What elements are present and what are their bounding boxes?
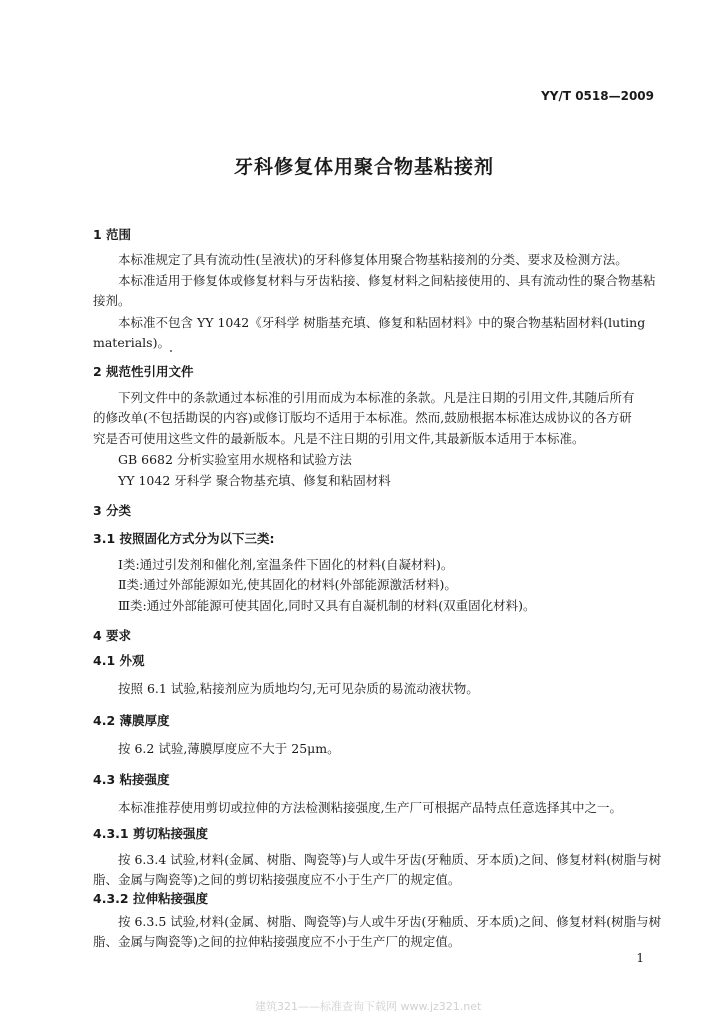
section-4-3-2-para-line-2: 脂、金属与陶瓷等)之间的拉伸粘接强度应不小于生产厂的规定值。 xyxy=(93,934,461,949)
class-2-description: Ⅱ类:通过外部能源如光,使其固化的材料(外部能源激活材料)。 xyxy=(118,577,457,592)
section-4-3-para: 本标准推荐使用剪切或拉伸的方法检测粘接强度,生产厂可根据产品特点任意选择其中之一。 xyxy=(118,800,622,815)
section-1-heading: 1 范围 xyxy=(93,227,132,242)
scan-speck xyxy=(170,350,172,352)
section-4-2-heading: 4.2 薄膜厚度 xyxy=(93,713,170,728)
section-1-para-2-line-1: 本标准适用于修复体或修复材料与牙齿粘接、修复材料之间粘接使用的、具有流动性的聚合物基粘 xyxy=(118,273,656,288)
document-title: 牙科修复体用聚合物基粘接剂 xyxy=(233,156,494,178)
reference-gb6682: GB 6682 分析实验室用水规格和试验方法 xyxy=(118,452,352,467)
section-1-para-1: 本标准规定了具有流动性(呈液状)的牙科修复体用聚合物基粘接剂的分类、要求及检测方法。 xyxy=(118,252,628,267)
section-2-heading: 2 规范性引用文件 xyxy=(93,364,194,379)
section-4-3-1-para-line-2: 脂、金属与陶瓷等)之间的剪切粘接强度应不小于生产厂的规定值。 xyxy=(93,872,461,887)
section-4-heading: 4 要求 xyxy=(93,628,132,643)
watermark-footer: 建筑321——标准查询下载网 www.jz321.net xyxy=(255,1000,482,1013)
section-1-para-2-line-2: 接剂。 xyxy=(93,293,131,308)
class-3-description: Ⅲ类:通过外部能源可使其固化,同时又具有自凝机制的材料(双重固化材料)。 xyxy=(118,598,536,613)
section-4-3-1-heading: 4.3.1 剪切粘接强度 xyxy=(93,826,208,841)
section-2-para-line-2: 的修改单(不包括勘误的内容)或修订版均不适用于本标准。然而,鼓励根据本标准达成协议的各方研 xyxy=(93,410,632,425)
section-4-3-2-heading: 4.3.2 拉伸粘接强度 xyxy=(93,891,208,906)
section-4-3-2-para-line-1: 按 6.3.5 试验,材料(金属、树脂、陶瓷等)与人或牛牙齿(牙釉质、牙本质)之间、修复材料(树脂与树 xyxy=(118,914,662,929)
page-number: 1 xyxy=(636,951,644,965)
section-4-2-para: 按 6.2 试验,薄膜厚度应不大于 25μm。 xyxy=(118,741,340,756)
class-1-description: Ⅰ类:通过引发剂和催化剂,室温条件下固化的材料(自凝材料)。 xyxy=(118,557,454,572)
section-4-1-heading: 4.1 外观 xyxy=(93,653,145,668)
section-4-3-heading: 4.3 粘接强度 xyxy=(93,772,170,787)
section-2-para-line-3: 究是否可使用这些文件的最新版本。凡是不注日期的引用文件,其最新版本适用于本标准。 xyxy=(93,431,585,446)
document-code: YY/T 0518—2009 xyxy=(541,89,654,103)
section-4-1-para: 按照 6.1 试验,粘接剂应为质地均匀,无可见杂质的易流动液状物。 xyxy=(118,681,479,696)
reference-yy1042: YY 1042 牙科学 聚合物基充填、修复和粘固材料 xyxy=(118,473,391,488)
section-2-para-line-1: 下列文件中的条款通过本标准的引用而成为本标准的条款。凡是注日期的引用文件,其随后所有 xyxy=(118,390,635,405)
section-1-para-3-line-2: materials)。 xyxy=(93,335,170,350)
section-4-3-1-para-line-1: 按 6.3.4 试验,材料(金属、树脂、陶瓷等)与人或牛牙齿(牙釉质、牙本质)之间、修复材料(树脂与树 xyxy=(118,852,662,867)
section-3-1-heading: 3.1 按照固化方式分为以下三类: xyxy=(93,531,275,546)
section-3-heading: 3 分类 xyxy=(93,503,132,518)
section-1-para-3-line-1: 本标准不包含 YY 1042《牙科学 树脂基充填、修复和粘固材料》中的聚合物基粘固材料(luting xyxy=(118,315,646,330)
